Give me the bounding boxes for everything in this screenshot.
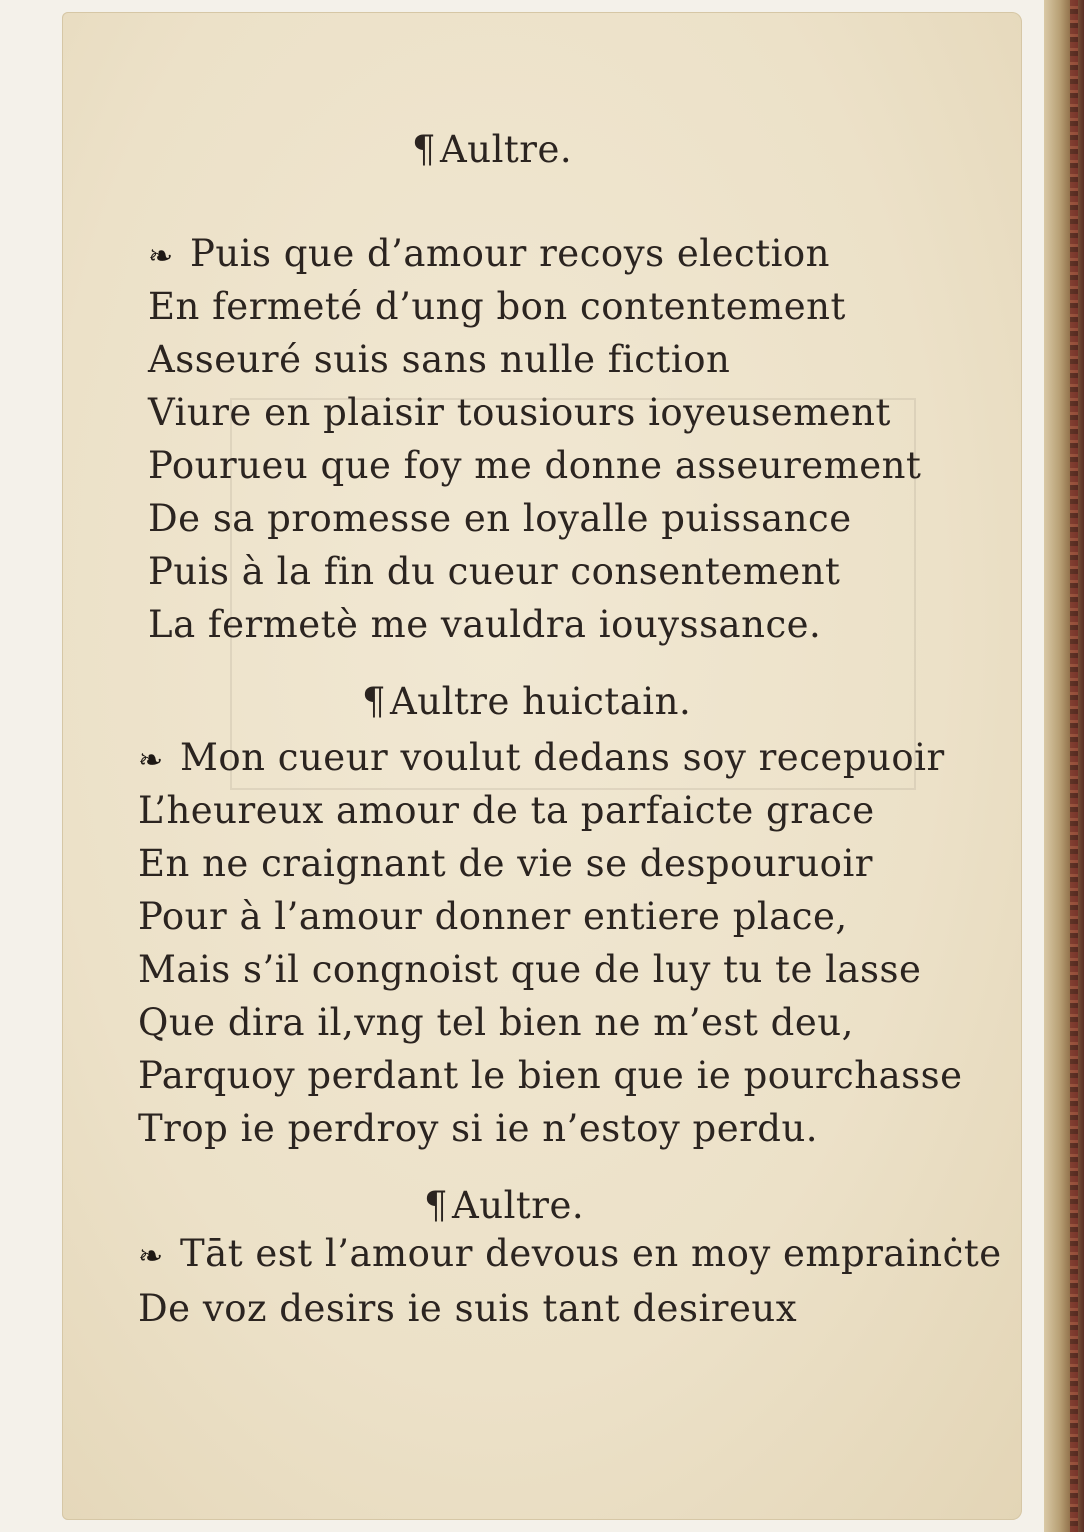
verse-line: Mais s’il congnoist que de luy tu te lasse [138,948,922,991]
verse-line: Pour à l’amour donner entiere place, [138,895,848,938]
verse-line: ❧ Tāt est l’amour devous en moy emprainċte [138,1232,1002,1275]
pilcrow-icon: ¶ [412,128,437,171]
verse-line: De voz desirs ie suis tant desireux [138,1287,798,1330]
verse-line: Viure en plaisir tousiours ioyeusement [148,391,891,434]
section-heading-2: ¶ Aultre huictain. [362,680,692,723]
book-spine [1044,0,1084,1532]
verse-line: La fermetè me vauldra iouyssance. [148,603,822,646]
verse-line: Trop ie perdroy si ie n’estoy perdu. [138,1107,819,1150]
fleuron-icon: ❧ [148,239,174,274]
fleuron-icon: ❧ [138,1239,164,1274]
verse-line: Que dira il,vng tel bien ne m’est deu, [138,1001,854,1044]
verse-line: En fermeté d’ung bon contentement [148,285,846,328]
section-heading-1: ¶ Aultre. [412,128,573,171]
verse-line: ❧ Mon cueur voulut dedans soy recepuoir [138,736,945,779]
verse-line: L’heureux amour de ta parfaicte grace [138,789,875,832]
pilcrow-icon: ¶ [424,1184,449,1227]
verse-line: Parquoy perdant le bien que ie pourchasse [138,1054,963,1097]
verse-line: De sa promesse en loyalle puissance [148,497,852,540]
section-heading-3: ¶ Aultre. [424,1184,585,1227]
verse-line: Puis à la fin du cueur consentement [148,550,841,593]
fleuron-icon: ❧ [138,743,164,778]
verse-line: Asseuré suis sans nulle fiction [148,338,731,381]
pilcrow-icon: ¶ [362,680,387,723]
verse-line: En ne craignant de vie se despouruoir [138,842,873,885]
verse-line: Pourueu que foy me donne asseurement [148,444,922,487]
verse-line: ❧ Puis que d’amour recoys election [148,232,831,275]
